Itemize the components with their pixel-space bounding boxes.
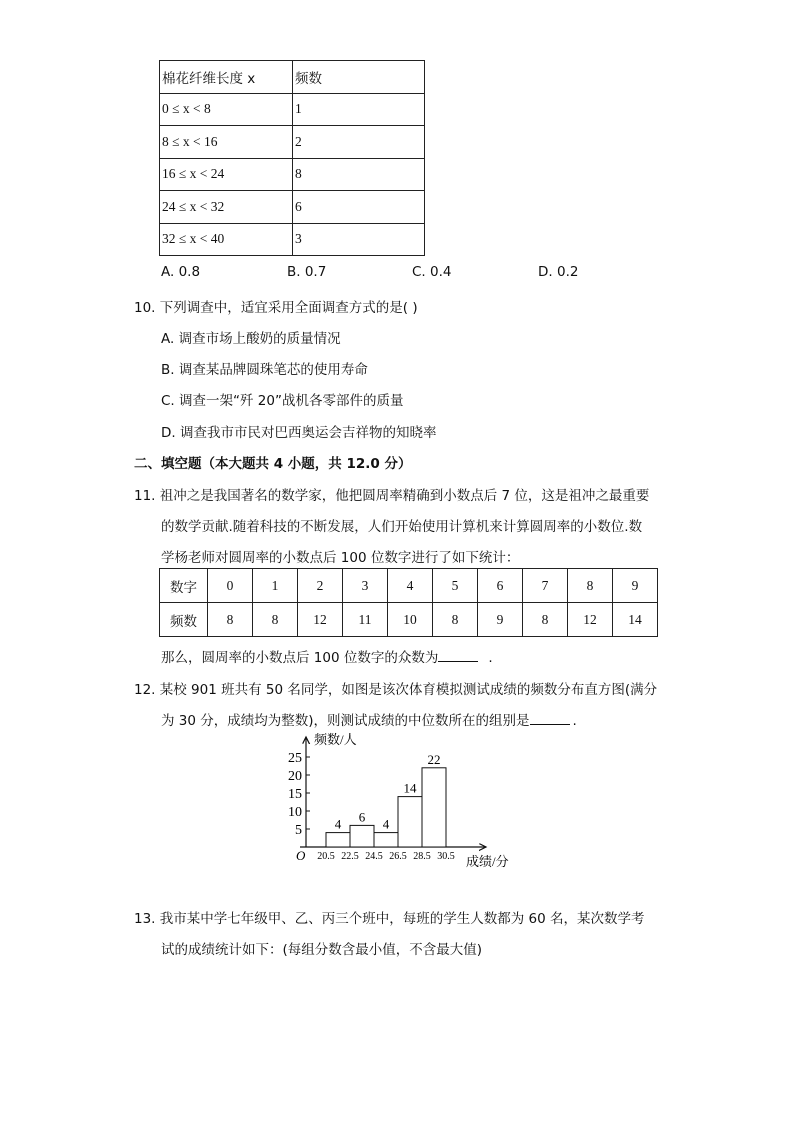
table-cell: 6 [478, 569, 523, 603]
x-tick-label: 24.5 [365, 851, 383, 862]
q10-stem: 10. 下列调查中，适宜采用全面调查方式的是( ) [134, 300, 418, 316]
table-cell: 11 [343, 603, 388, 637]
table-cell: 14 [613, 603, 658, 637]
table-row [160, 569, 658, 603]
q12-line-text: 为 30 分，成绩均为整数)，则测试成绩的中位数所在的组别是 [161, 713, 530, 729]
q13-line: 13. 我市某中学七年级甲、乙、丙三个班中，每班的学生人数都为 60 名，某次数学考 [134, 911, 645, 927]
histogram-bar [350, 825, 374, 847]
q10-option-c: C. 调查一架“歼 20”战机各零部件的质量 [161, 393, 404, 409]
table-header-cell: 棉花纤维长度 x [160, 61, 293, 94]
q10-option-a: A. 调查市场上酸奶的质量情况 [161, 331, 341, 347]
histogram-bar [398, 797, 422, 847]
table-header-cell: 数字 [160, 569, 208, 603]
x-axis-label: 成绩/分 [466, 854, 509, 869]
table-header-cell: 频数 [293, 61, 425, 94]
bar-value-label: 14 [403, 780, 417, 796]
answer-blank[interactable] [530, 710, 570, 725]
y-tick-label: 20 [288, 769, 302, 784]
bar-value-label: 4 [334, 816, 342, 832]
histogram-bar [326, 833, 350, 847]
table-cell: 32 ≤ x < 40 [160, 223, 293, 256]
table-cell: 8 ≤ x < 16 [160, 126, 293, 159]
table-row [160, 191, 425, 224]
table-cell: 3 [343, 569, 388, 603]
q10-option-b: B. 调查某品牌圆珠笔芯的使用寿命 [161, 362, 368, 378]
x-tick-label: 22.5 [341, 851, 359, 862]
x-tick-label: 26.5 [389, 851, 407, 862]
answer-blank[interactable] [438, 647, 478, 662]
q13-line: 试的成绩统计如下：(每组分数含最小值，不含最大值) [161, 942, 483, 958]
bar-value-label: 22 [427, 751, 441, 767]
bar-value-label: 6 [358, 809, 366, 825]
frequency-histogram [280, 725, 520, 873]
table-cell: 9 [613, 569, 658, 603]
x-tick-label: 20.5 [317, 851, 335, 862]
table-cell: 12 [568, 603, 613, 637]
q12-line: 12. 某校 901 班共有 50 名同学，如图是该次体育模拟测试成绩的频数分布直方图(满分 [134, 682, 658, 698]
table-cell: 1 [293, 93, 425, 126]
y-axis-label: 频数/人 [314, 732, 357, 747]
y-tick-label: 5 [295, 823, 302, 838]
q11-answer-text: 那么，圆周率的小数点后 100 位数字的众数为 [161, 650, 439, 666]
table-cell: 5 [433, 569, 478, 603]
y-tick-label: 25 [288, 751, 302, 766]
table-cell: 10 [388, 603, 433, 637]
table-cell: 3 [293, 223, 425, 256]
table-cell: 8 [523, 603, 568, 637]
q11-line: 学杨老师对圆周率的小数点后 100 位数字进行了如下统计： [161, 550, 520, 566]
q9-option-d: D. 0.2 [538, 264, 579, 280]
table-cell: 24 ≤ x < 32 [160, 191, 293, 224]
pi-digit-table [159, 568, 658, 637]
q9-option-a: A. 0.8 [161, 264, 201, 280]
x-tick-label: 28.5 [413, 851, 431, 862]
table-cell: 12 [298, 603, 343, 637]
table-row [160, 158, 425, 191]
table-cell: 8 [433, 603, 478, 637]
table-cell: 9 [478, 603, 523, 637]
table-cell: 8 [568, 569, 613, 603]
table-cell: 7 [523, 569, 568, 603]
q11-line: 的数学贡献.随着科技的不断发展，人们开始使用计算机来计算圆周率的小数位.数 [161, 519, 643, 535]
q9-option-c: C. 0.4 [412, 264, 452, 280]
bar-value-label: 4 [382, 816, 390, 832]
y-tick-label: 10 [288, 805, 302, 820]
table-row [160, 223, 425, 256]
table-cell: 8 [253, 603, 298, 637]
x-tick-label: 30.5 [437, 851, 455, 862]
q9-option-b: B. 0.7 [287, 264, 327, 280]
table-cell: 0 ≤ x < 8 [160, 93, 293, 126]
table-row [160, 93, 425, 126]
q11-line: 11. 祖冲之是我国著名的数学家，他把圆周率精确到小数点后 7 位，这是祖冲之最重要 [134, 488, 650, 504]
table-cell: 2 [298, 569, 343, 603]
q10-option-d: D. 调查我市市民对巴西奥运会吉祥物的知晓率 [161, 425, 437, 441]
histogram-bar [374, 833, 398, 847]
table-cell: 16 ≤ x < 24 [160, 158, 293, 191]
section-heading: 二、填空题（本大题共 4 小题，共 12.0 分） [134, 456, 412, 472]
histogram-bar [422, 768, 446, 847]
q12-period: . [572, 713, 577, 729]
table-cell: 2 [293, 126, 425, 159]
q11-answer-line [161, 646, 493, 666]
table-header-cell: 频数 [160, 603, 208, 637]
table-cell: 8 [208, 603, 253, 637]
y-tick-label: 15 [288, 787, 302, 802]
q11-period: . [488, 650, 493, 666]
origin-label: O [296, 848, 306, 863]
table-cell: 4 [388, 569, 433, 603]
table-row [160, 126, 425, 159]
table-cell: 1 [253, 569, 298, 603]
table-cell: 0 [208, 569, 253, 603]
table-header-row [160, 61, 425, 94]
fiber-length-table [159, 60, 425, 256]
table-row [160, 603, 658, 637]
table-cell: 6 [293, 191, 425, 224]
table-cell: 8 [293, 158, 425, 191]
